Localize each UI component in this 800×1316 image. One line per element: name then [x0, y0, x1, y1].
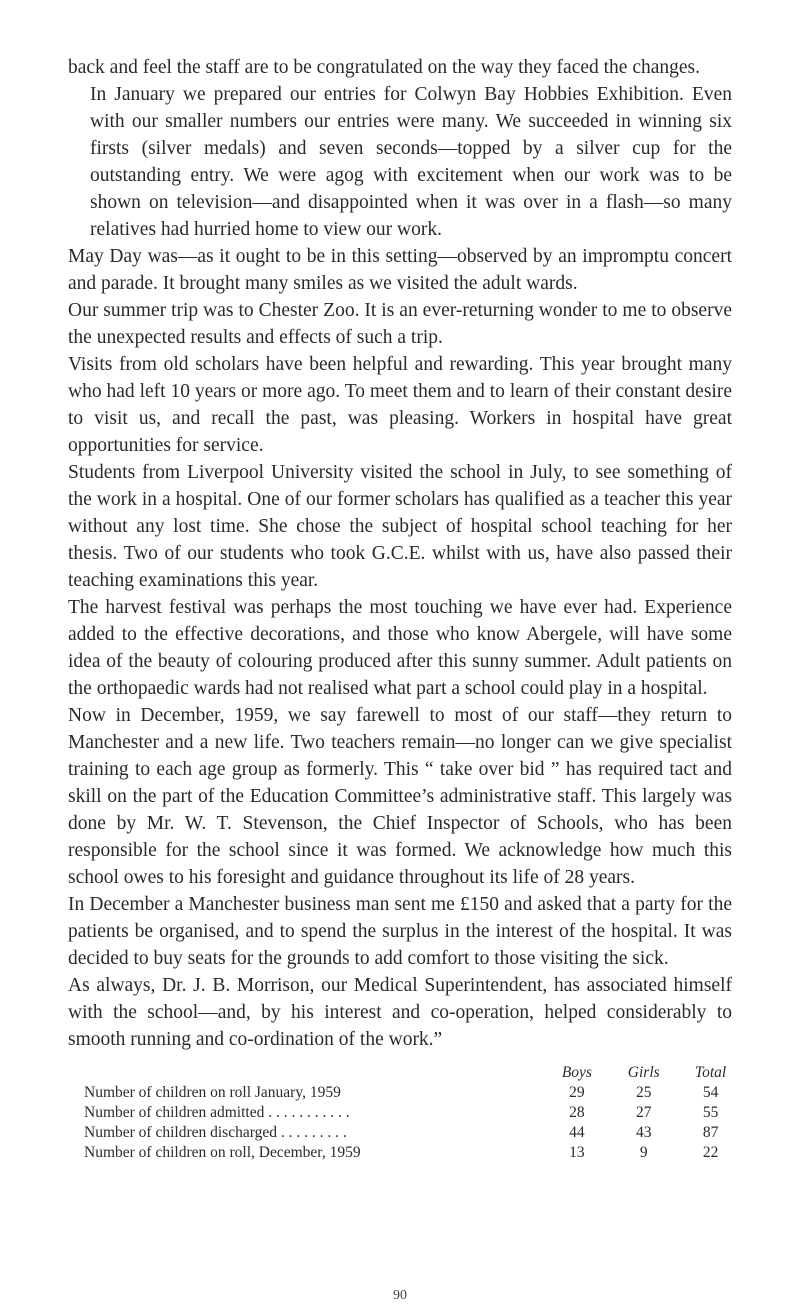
girls-value: 9: [639, 1144, 648, 1161]
table-header-blank: [84, 1063, 543, 1083]
header-girls: Girls: [627, 1064, 660, 1081]
total-value: 54: [702, 1084, 719, 1101]
table-row: [84, 1103, 744, 1123]
row-label: Number of children on roll, December, 1959: [84, 1144, 361, 1161]
row-label: Number of children discharged . . . . . . . . .: [84, 1124, 347, 1141]
paragraph: As always, Dr. J. B. Morrison, our Medical Superintendent, has associated himself with the school—and, by his interest and co-operation, helped considerably to smooth running and co-ordination of the work.”: [68, 975, 732, 1050]
table-row: [84, 1083, 744, 1103]
girls-value: 25: [635, 1084, 652, 1101]
document-page: [68, 54, 732, 1163]
header-total: Total: [694, 1064, 727, 1081]
paragraph: The harvest festival was perhaps the most touching we have ever had. Experience added to the effective decorations, and those who know Abergele, will have some idea of the beauty of colouring produced after this sunny summer. Adult patients on the orthopaedic wards had not realised what part a school could play in a hospital.: [68, 597, 732, 699]
page-number: 90: [393, 1288, 407, 1303]
paragraph: Now in December, 1959, we say farewell to most of our staff—they return to Manchester and a new life. Two teachers remain—no longer can we give specialist training to each age group as formerly. This “ take over bid ” has required tact and skill on the part of the Education Committee’s administrative staff. This largely was done by Mr. W. T. Stevenson, the Chief Inspector of Schools, who has been responsible for the school since it was formed. We acknowledge how much this school owes to his foresight and guidance throughout its life of 28 years.: [68, 705, 732, 888]
paragraph: back and feel the staff are to be congratulated on the way they faced the changes.: [68, 57, 701, 78]
paragraph: In December a Manchester business man sent me £150 and asked that a party for the patients be organised, and to spend the surplus in the interest of the hospital. It was decided to buy seats for the grounds to add comfort to those visiting the sick.: [68, 894, 732, 969]
header-boys: Boys: [561, 1064, 592, 1081]
row-label: Number of children on roll January, 1959: [84, 1084, 341, 1101]
girls-value: 43: [635, 1124, 652, 1141]
paragraph: Students from Liverpool University visited the school in July, to see something of the work in a hospital. One of our former scholars has qualified as a teacher this year without any lost time. She chose the subject of hospital school teaching for her thesis. Two of our students who took G.C.E. whilst with us, have also passed their teaching examinations this year.: [68, 462, 732, 591]
paragraph: May Day was—as it ought to be in this setting—observed by an impromptu concert and parade. It brought many smiles as we visited the adult wards.: [68, 246, 732, 294]
boys-value: 13: [569, 1144, 585, 1161]
boys-value: 29: [569, 1084, 585, 1101]
paragraph: Our summer trip was to Chester Zoo. It is an ever-returning wonder to me to observe the unexpected results and effects of such a trip.: [68, 300, 732, 348]
boys-value: 28: [569, 1104, 585, 1121]
total-value: 87: [702, 1124, 719, 1141]
girls-value: 27: [635, 1104, 652, 1121]
table-header-row: [84, 1063, 744, 1083]
total-value: 55: [702, 1104, 719, 1121]
table-row: [84, 1143, 744, 1163]
total-value: 22: [702, 1144, 719, 1161]
paragraph: Visits from old scholars have been helpful and rewarding. This year brought many who had left 10 years or more ago. To meet them and to learn of their constant desire to visit us, and recall the past, was pleasing. Workers in hospital have great opportunities for service.: [68, 354, 732, 456]
paragraph: In January we prepared our entries for Colwyn Bay Hobbies Exhibition. Even with our smaller numbers our entries were many. We succeeded in winning six firsts (silver medals) and seven seconds—topped by a silver cup for the outstanding entry. We were agog with excitement when our work was to be shown on television—and disappointed when it was over in a flash—so many relatives had hurried home to view our work.: [90, 84, 732, 240]
enrolment-table: [84, 1063, 744, 1163]
boys-value: 44: [569, 1124, 585, 1141]
row-label: Number of children admitted . . . . . . . . . . .: [84, 1104, 350, 1121]
table-row: [84, 1123, 744, 1143]
